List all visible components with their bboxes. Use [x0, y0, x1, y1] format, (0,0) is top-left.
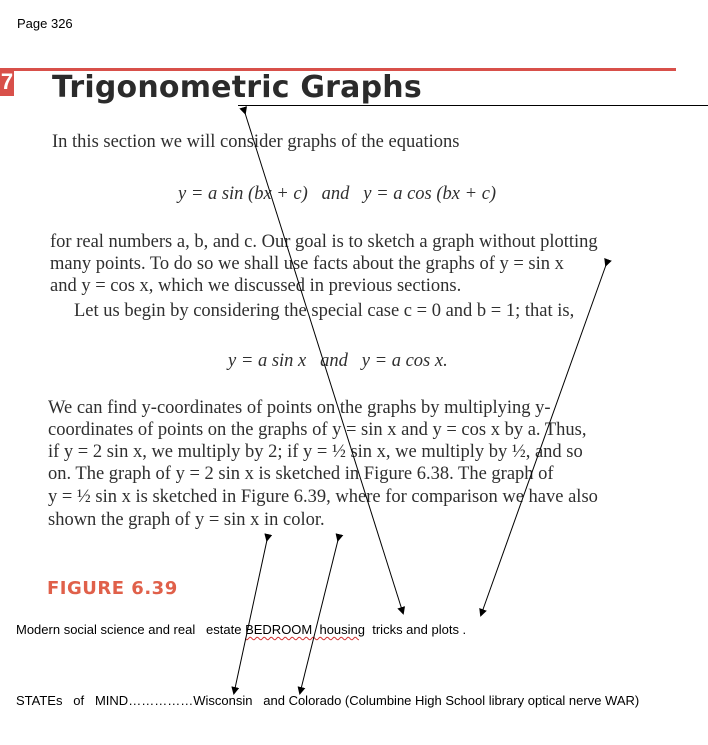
section-marker: 7 — [0, 69, 14, 94]
paragraph-2: Let us begin by considering the special case c = 0 and b = 1; that is, — [74, 301, 575, 321]
page-label: Page 326 — [17, 16, 73, 31]
arrow-sinx-to-plots — [481, 265, 606, 615]
note1-before: Modern social science and real estate — [16, 622, 246, 637]
arrow-title-to-housing — [245, 113, 403, 613]
paragraph-3-line-5: y = ½ sin x is sketched in Figure 6.39, where for comparison we have also — [48, 487, 598, 507]
paragraph-1-line-3: and y = cos x, which we discussed in previous sections. — [50, 276, 462, 296]
intro-text: In this section we will consider graphs of the equations — [52, 132, 460, 152]
equation-2: y = a sin x and y = a cos x. — [228, 351, 448, 371]
paragraph-3-line-2: coordinates of points on the graphs of y = sin x and y = cos x by a. Thus, — [48, 420, 587, 440]
figure-label: FIGURE 6.39 — [47, 578, 178, 599]
equation-1: y = a sin (bx + c) and y = a cos (bx + c) — [178, 184, 497, 204]
arrow-sinx-color-to-wisconsin — [234, 540, 267, 693]
section-title: Trigonometric Graphs — [52, 70, 422, 105]
paragraph-3-line-6: shown the graph of y = sin x in color. — [48, 510, 325, 530]
paragraph-1-line-1: for real numbers a, b, and c. Our goal is to sketch a graph without plotting — [50, 232, 598, 252]
paragraph-3-line-4: on. The graph of y = 2 sin x is sketched in Figure 6.38. The graph of — [48, 464, 554, 484]
paragraph-3-line-3: if y = 2 sin x, we multiply by 2; if y = ½ sin x, we multiply by ½, and so — [48, 442, 583, 462]
annotation-note-2: STATEs of MIND……………Wisconsin and Colorado (Columbine High School library optical nerve WAR) — [16, 693, 640, 708]
paragraph-3-line-1: We can find y-coordinates of points on the graphs by multiplying y- — [48, 398, 551, 418]
arrow-color-to-colorado — [300, 540, 338, 693]
note1-after: tricks and plots . — [365, 622, 467, 637]
note1-underlined: BEDROOM housing — [245, 622, 366, 637]
paragraph-1-line-2: many points. To do so we shall use facts about the graphs of y = sin x — [50, 254, 564, 274]
